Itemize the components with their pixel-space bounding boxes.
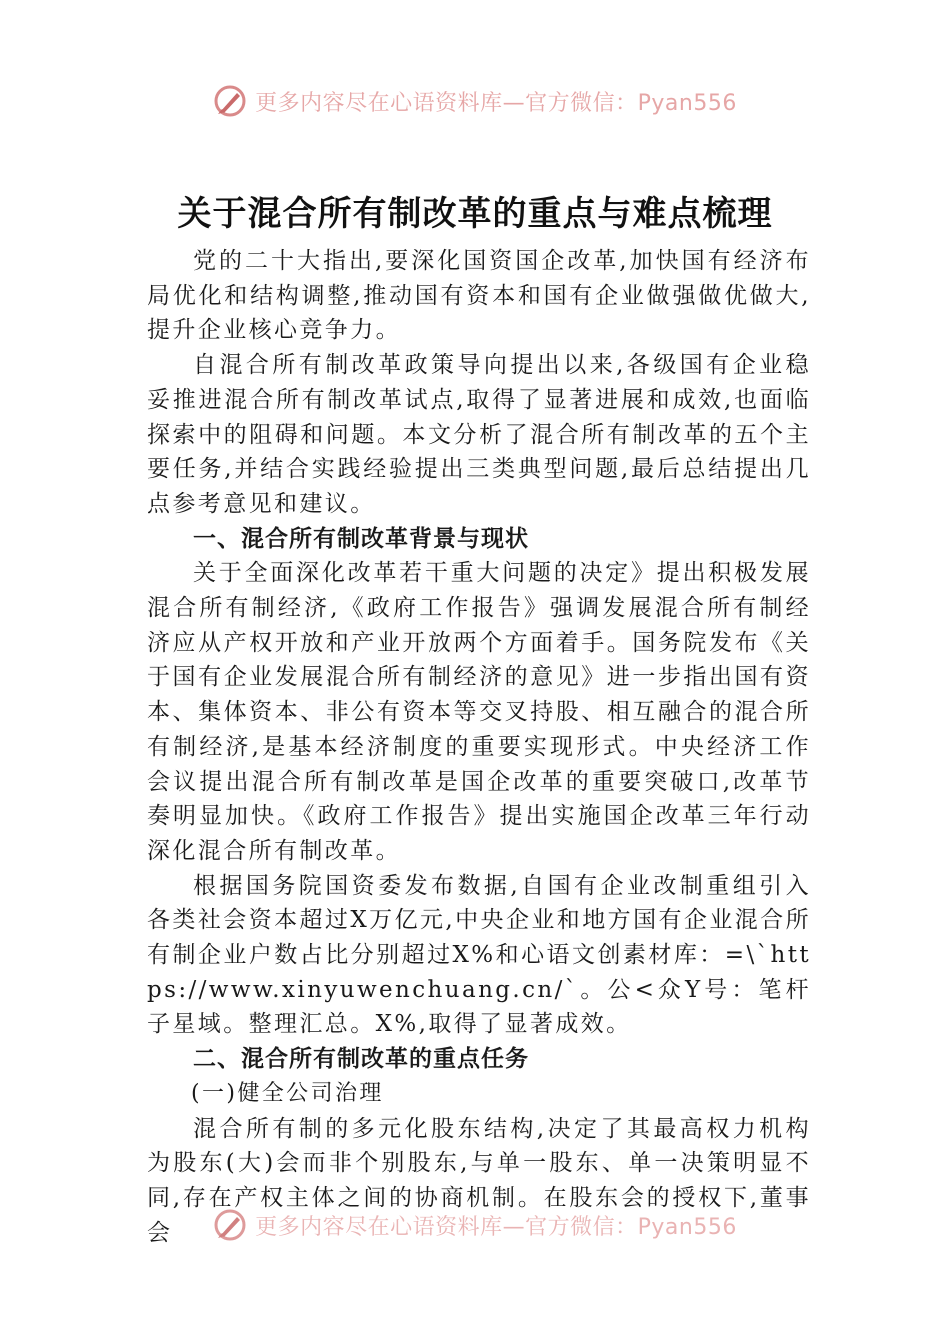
paragraph: 根据国务院国资委发布数据,自国有企业改制重组引入各类社会资本超过X万亿元,中央企业和地方国有企业混合所有制企业户数占比分别超过X%和心语文创素材库：=\`https://www.xinyuwenchuang.cn/`。公<众Y号：笔杆子星域。整理汇总。X%,取得了显著成效。 xyxy=(147,872,811,1038)
paragraph: 关于全面深化改革若干重大问题的决定》提出积极发展混合所有制经济,《政府工作报告》强调发展混合所有制经济应从产权开放和产业开放两个方面着手。国务院发布《关于国有企业发展混合所有制经济的意见》进一步指出国有资本、集体资本、非公有资本等交叉持股、相互融合的混合所有制经济,是基本经济制度的重要实现形式。中央经济工作会议提出混合所有制改革是国企改革的重要突破口,改革节奏明显加快。《政府工作报告》提出实施国企改革三年行动深化混合所有制改革。 xyxy=(147,560,811,864)
section-heading: 一、混合所有制改革背景与现状 xyxy=(193,525,529,552)
footer-watermark xyxy=(0,1208,950,1242)
subsection-heading: (一)健全公司治理 xyxy=(191,1080,384,1106)
paragraph: 党的二十大指出,要深化国资国企改革,加快国有经济布局优化和结构调整,推动国有资本和国有企业做强做优做大,提升企业核心竞争力。 xyxy=(147,248,811,344)
header-watermark-text: 更多内容尽在心语资料库—官方微信：Pyan556 xyxy=(255,90,737,116)
section-heading: 二、混合所有制改革的重点任务 xyxy=(193,1046,529,1073)
header-watermark xyxy=(0,84,950,118)
pen-logo-icon xyxy=(213,1208,247,1242)
footer-watermark-text: 更多内容尽在心语资料库—官方微信：Pyan556 xyxy=(255,1214,737,1240)
pen-logo-icon xyxy=(213,84,247,118)
paragraph: 混合所有制的多元化股东结构,决定了其最高权力机构为股东(大)会而非个别股东,与单一股东、单一决策明显不同,存在产权主体之间的协商机制。在股东会的授权下,董事会 xyxy=(147,1115,811,1246)
document-body xyxy=(147,244,811,1250)
paragraph: 自混合所有制改革政策导向提出以来,各级国有企业稳妥推进混合所有制改革试点,取得了显著进展和成效,也面临探索中的阻碍和问题。本文分析了混合所有制改革的五个主要任务,并结合实践经验提出三类典型问题,最后总结提出几点参考意见和建议。 xyxy=(147,352,811,517)
page-title: 关于混合所有制改革的重点与难点梳理 xyxy=(177,194,773,234)
